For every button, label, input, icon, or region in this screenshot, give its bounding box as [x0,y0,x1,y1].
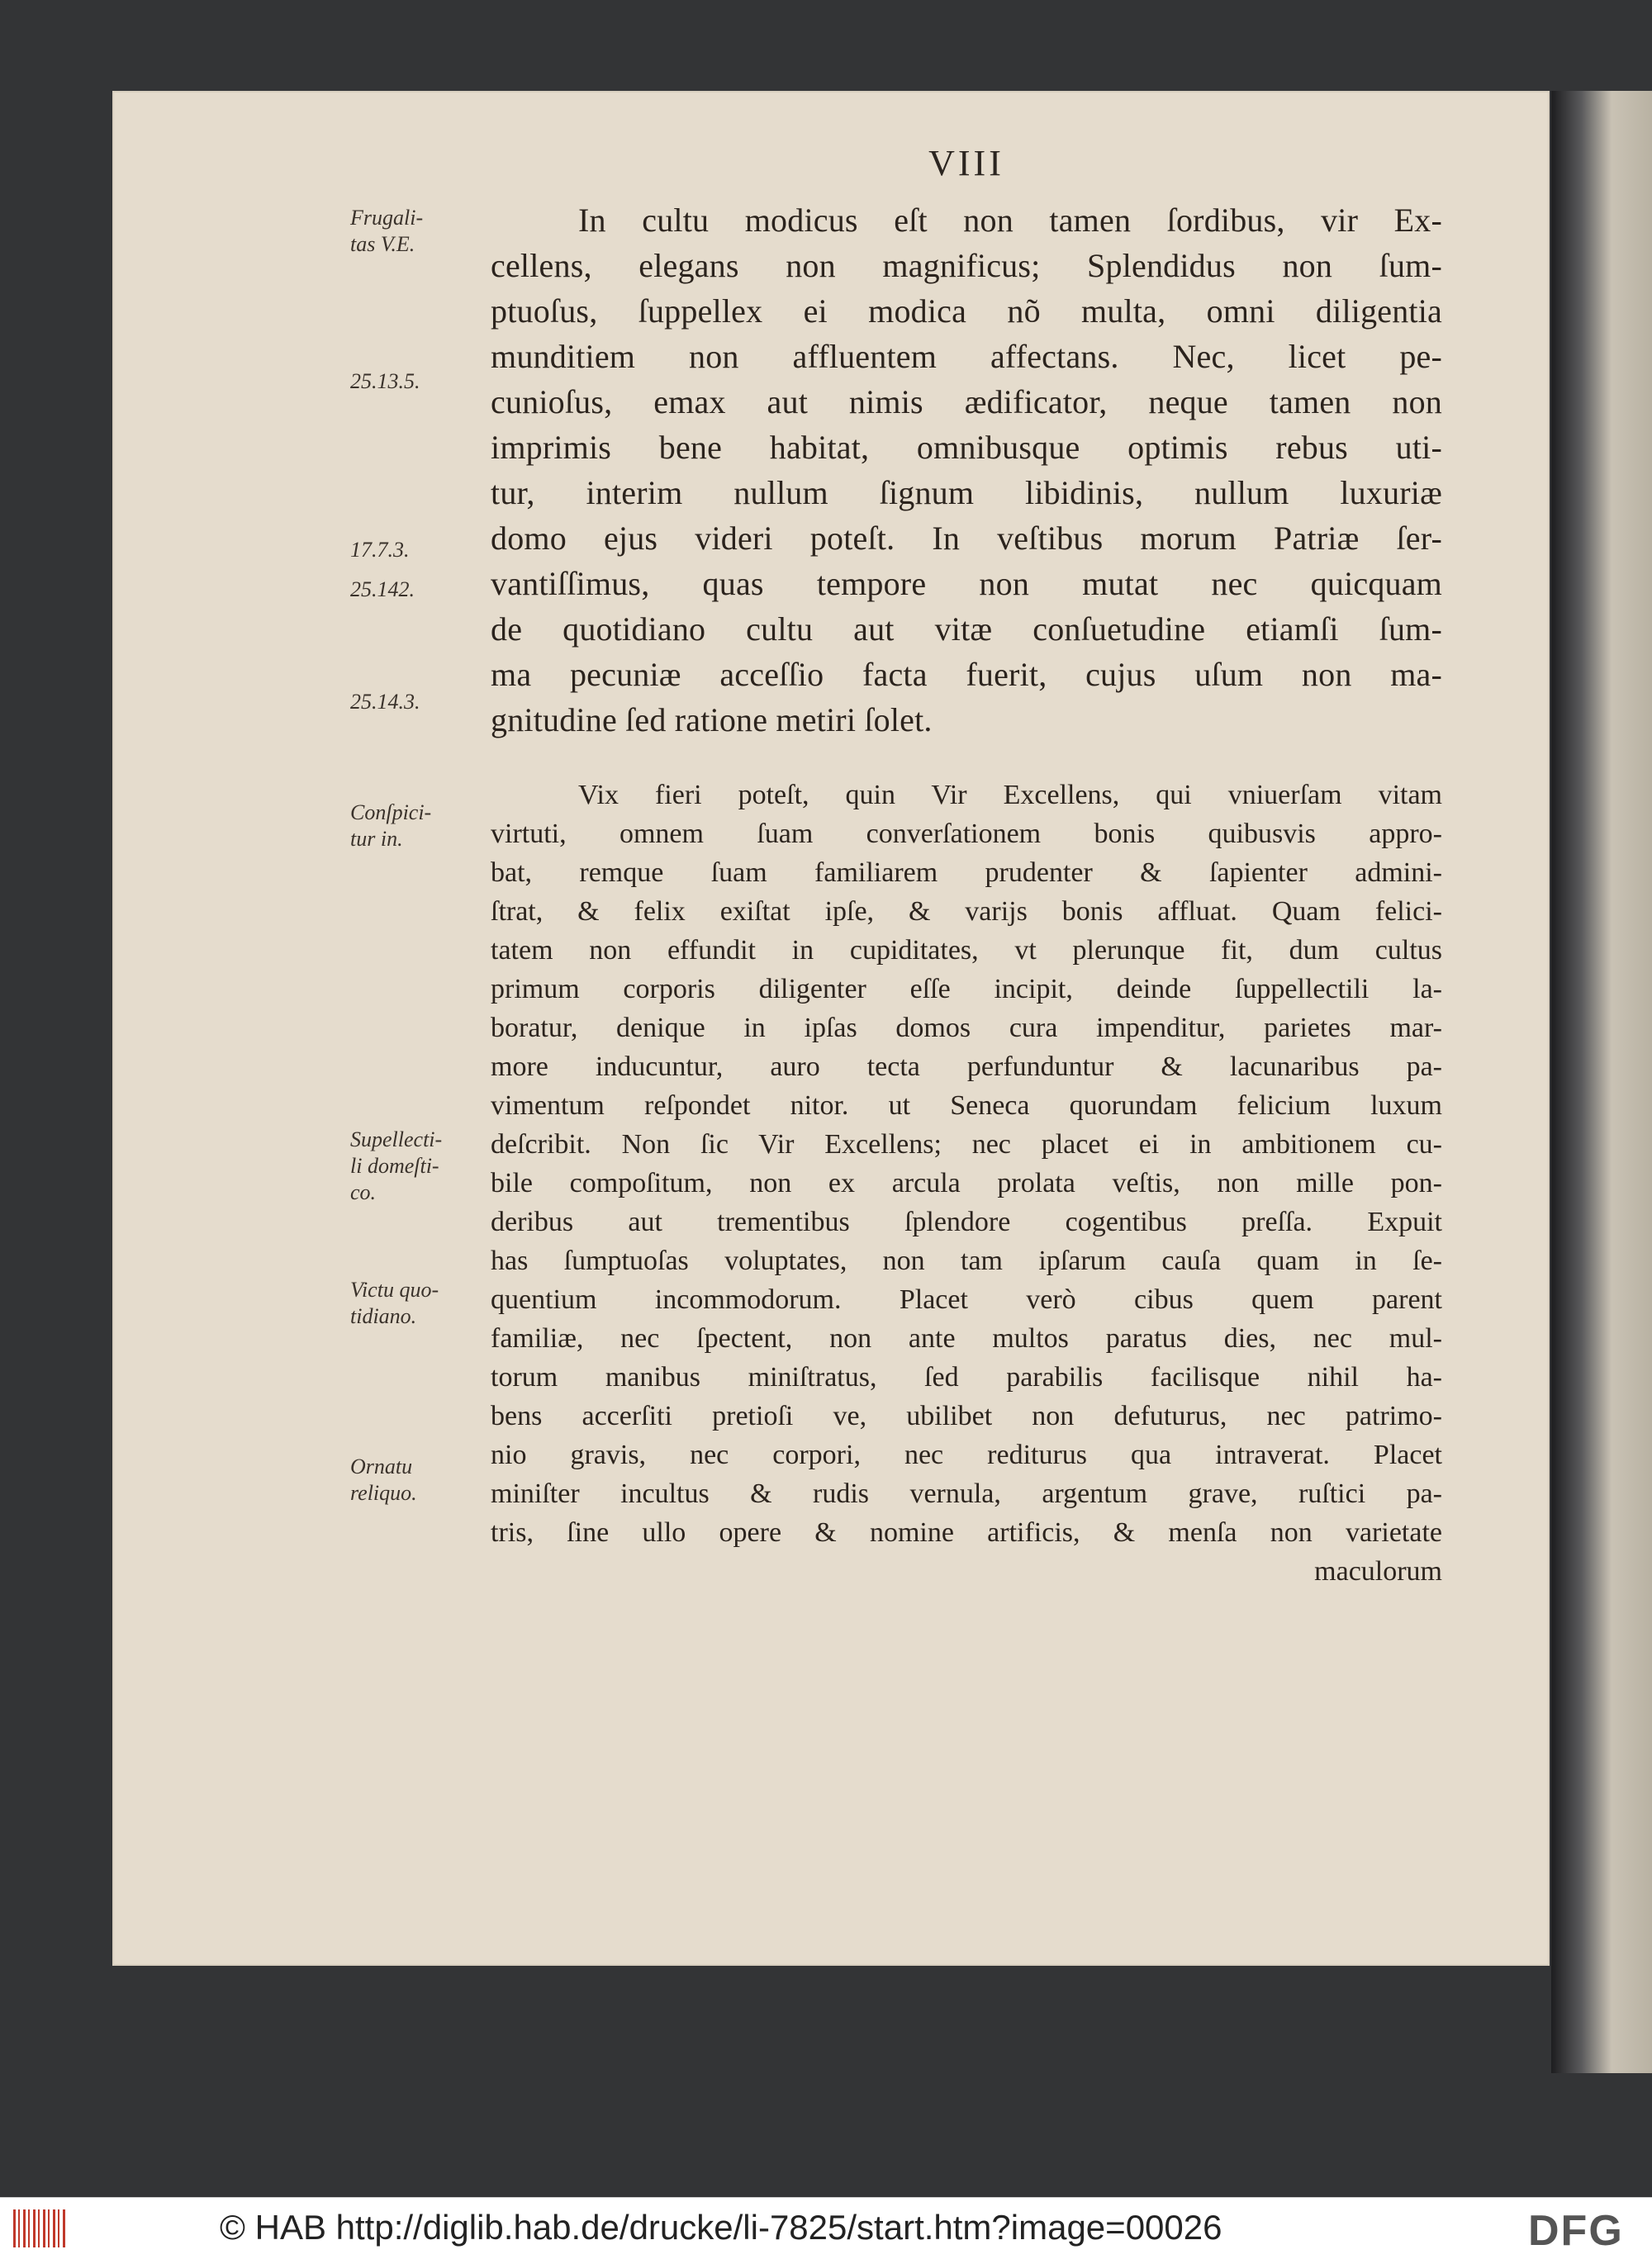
margin-note: Supellecti- li domeſti- co. [350,1127,443,1204]
text-line: primum corporis diligenter eſſe incipit, deinde ſuppellectili la- [491,974,1442,1004]
text-line: deſcribit. Non ſic Vir Excellens; nec placet ei in ambitionem cu- [491,1129,1442,1160]
text-line: has ſumptuoſas voluptates, non tam ipſarum cauſa quam in ſe- [491,1246,1442,1276]
text-line: cunioſus, emax aut nimis ædificator, neque tamen non [491,383,1442,420]
text-line: quentium incommodorum. Placet verò cibus quem parent [491,1284,1442,1315]
text-line: virtuti, omnem ſuam converſationem bonis quibusvis appro- [491,819,1442,849]
text-line: nio gravis, nec corpori, nec rediturus qua intraverat. Placet [491,1440,1442,1470]
text-line: ma pecuniæ acceſſio facta fuerit, cujus uſum non ma- [491,656,1442,693]
text-line: bens accerſiti pretioſi ve, ubilibet non defuturus, nec patrimo- [491,1401,1442,1431]
margin-note: Frugali- tas V.E. [350,206,424,256]
margin-note: 25.14.3. [350,690,420,714]
margin-note: Conſpici- tur in. [350,800,432,851]
text-line: miniſter incultus & rudis vernula, argentum grave, ruſtici pa- [491,1478,1442,1509]
margin-note: Ornatu reliquo. [350,1455,417,1505]
text-line: tatem non effundit in cupiditates, vt plerunque fit, dum cultus [491,935,1442,966]
text-line: torum manibus miniſtratus, ſed parabilis facilisque nihil ha- [491,1362,1442,1393]
text-line: cellens, elegans non magnificus; Splendidus non ſum- [491,247,1442,284]
text-line: ptuoſus, ſuppellex ei modica nõ multa, omni diligentia [491,292,1442,330]
text-line: familiæ, nec ſpectent, non ante multos paratus dies, nec mul- [491,1323,1442,1354]
margin-note: Victu quo- tidiano. [350,1278,439,1328]
text-line: vimentum reſpondet nitor. ut Seneca quorundam felicium luxum [491,1090,1442,1121]
text-line: boratur, denique in ipſas domos cura impenditur, parietes mar- [491,1013,1442,1043]
text-line: tris, ſine ullo opere & nomine artificis, & menſa non varietate [491,1517,1442,1548]
copyright-link[interactable]: © HAB http://diglib.hab.de/drucke/li-7825/start.htm?image=00026 [220,2208,1222,2247]
text-line: ſtrat, & felix exiſtat ipſe, & varijs bonis affluat. Quam felici- [491,896,1442,927]
page-number: VIII [928,143,1004,183]
catchword: maculorum [1314,1556,1442,1587]
footer-bar [0,2197,1652,2259]
dfg-logo: DFG [1528,2207,1624,2255]
text-line: tur, interim nullum ſignum libidinis, nullum luxuriæ [491,474,1442,511]
text-line: munditiem non affluentem affectans. Nec, licet pe- [491,338,1442,375]
text-line: domo ejus videri poteſt. In veſtibus morum Patriæ ſer- [491,520,1442,557]
text-line: bile compoſitum, non ex arcula prolata veſtis, non mille pon- [491,1168,1442,1198]
margin-note: 25.142. [350,577,415,601]
margin-note: 25.13.5. [350,369,420,393]
text-line: imprimis bene habitat, omnibusque optimis rebus uti- [491,429,1442,466]
next-page-edge [1551,91,1652,2073]
barcode-icon [13,2209,68,2247]
text-line: gnitudine ſed ratione metiri ſolet. [491,701,933,738]
text-line: bat, remque ſuam familiarem prudenter & ſapienter admini- [491,857,1442,888]
text-line: de quotidiano cultu aut vitæ conſuetudine etiamſi ſum- [491,610,1442,648]
text-line: Vix fieri poteſt, quin Vir Excellens, qui vniuerſam vitam [578,780,1442,810]
margin-note: 17.7.3. [350,538,410,562]
text-line: deribus aut trementibus ſplendore cogentibus preſſa. Expuit [491,1207,1442,1237]
text-line: more inducuntur, auro tecta perfunduntur & lacunaribus pa- [491,1051,1442,1082]
text-line: In cultu modicus eſt non tamen ſordibus, vir Ex- [578,202,1442,239]
text-line: vantiſſimus, quas tempore non mutat nec quicquam [491,565,1442,602]
